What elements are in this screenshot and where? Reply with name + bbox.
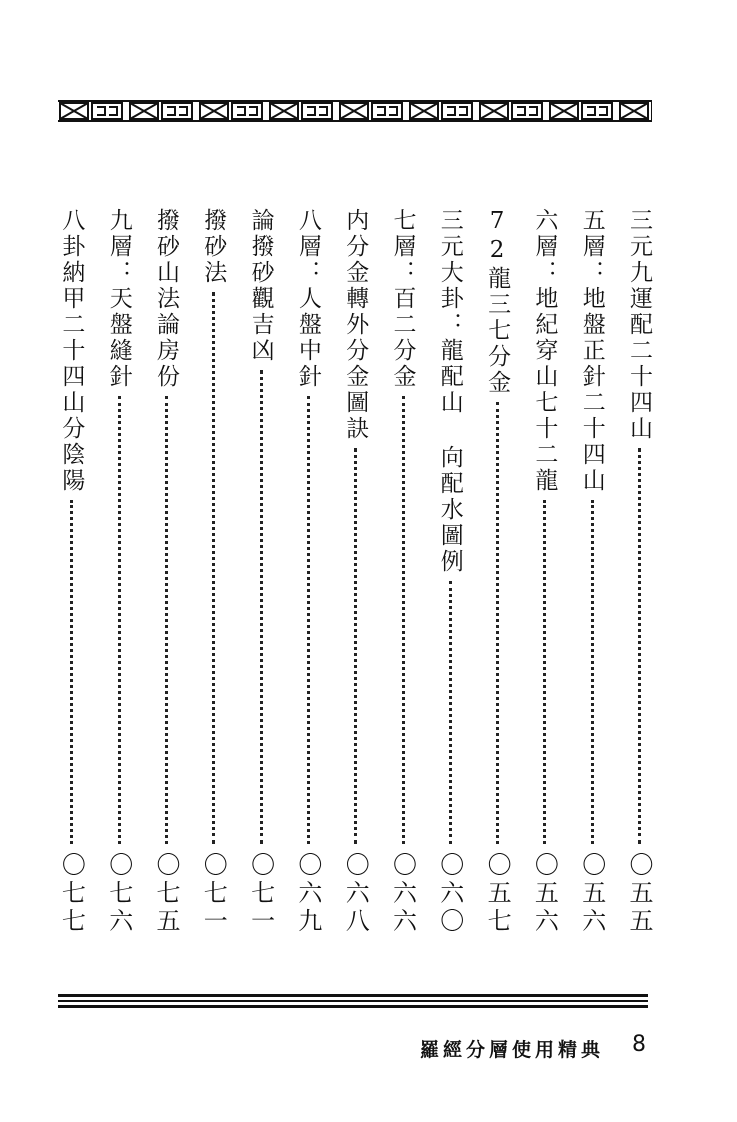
toc-entry-title: 三元九運配二十四山 — [626, 208, 652, 442]
toc-entry-page: 〇六八 — [341, 852, 370, 936]
dot-leader — [307, 396, 310, 844]
dot-leader — [165, 396, 168, 844]
toc-entry-title: 六層：地紀穿山七十二龍 — [531, 208, 558, 494]
dot-leader — [591, 500, 594, 844]
toc-entry-page: 〇五六 — [577, 852, 606, 936]
dot-leader — [118, 396, 121, 844]
toc-entry[interactable] — [245, 208, 277, 948]
toc-entry-page: 〇七一 — [199, 852, 228, 936]
top-decorative-border — [58, 100, 652, 122]
toc-entry-title: 三元大卦：龍配山 向配水圖例 — [436, 208, 463, 575]
toc-entry-page: 〇五六 — [530, 852, 559, 936]
toc-entry[interactable] — [103, 208, 135, 948]
dot-leader — [496, 402, 499, 844]
dot-leader — [638, 448, 641, 844]
toc-entry-title: 撥砂法 — [200, 208, 227, 286]
dot-leader — [354, 448, 357, 844]
toc-entry[interactable] — [528, 208, 560, 948]
toc-entry[interactable] — [339, 208, 371, 948]
toc-entry[interactable] — [197, 208, 229, 948]
toc-entry-page: 〇六六 — [388, 852, 417, 936]
toc-entry[interactable] — [576, 208, 608, 948]
toc-entry-title: 七層：百二分金 — [389, 208, 416, 390]
toc-entry-title: 五層：地盤正針二十四山 — [578, 208, 605, 494]
toc-entry-title: 八卦納甲二十四山分陰陽 — [58, 208, 85, 494]
toc-entry[interactable] — [292, 208, 324, 948]
toc-entry-title: 論撥砂觀吉凶 — [247, 208, 274, 364]
footer-book-title: 羅經分層使用精典 — [420, 1039, 605, 1061]
toc-entry-title: 八層：人盤中針 — [294, 208, 321, 390]
toc-entry[interactable] — [434, 208, 466, 948]
dot-leader — [402, 396, 405, 844]
toc-entry-page: 〇七七 — [57, 852, 86, 936]
toc-entry-title: 72龍三七分金 — [484, 208, 511, 396]
toc-entry[interactable] — [55, 208, 87, 948]
toc-entry-page: 〇五七 — [483, 852, 512, 936]
toc-entry-page: 〇七五 — [152, 852, 180, 936]
toc-entry[interactable] — [481, 208, 513, 948]
toc-entry[interactable] — [387, 208, 419, 948]
toc-entry-page: 〇七一 — [246, 852, 275, 936]
toc-entry-page: 〇五五 — [625, 852, 653, 936]
dot-leader — [543, 500, 546, 844]
toc-entry-page: 〇六九 — [293, 852, 322, 936]
dot-leader — [70, 500, 73, 844]
page-number: 8 — [632, 1032, 646, 1057]
toc-entry-page: 〇七六 — [104, 852, 133, 936]
dot-leader — [260, 370, 263, 844]
toc-entry-title: 内分金轉外分金圖訣 — [342, 208, 369, 442]
table-of-contents — [55, 208, 655, 948]
toc-entry-page: 〇六〇 — [435, 852, 464, 936]
bottom-rule — [58, 994, 648, 1008]
toc-entry-title: 撥砂山法論房份 — [153, 208, 179, 390]
toc-entry[interactable] — [150, 208, 182, 948]
toc-entry-title: 九層：天盤縫針 — [105, 208, 132, 390]
dot-leader — [212, 292, 215, 844]
fret-pattern-icon — [58, 102, 652, 120]
toc-entry[interactable] — [623, 208, 655, 948]
dot-leader — [449, 581, 452, 844]
